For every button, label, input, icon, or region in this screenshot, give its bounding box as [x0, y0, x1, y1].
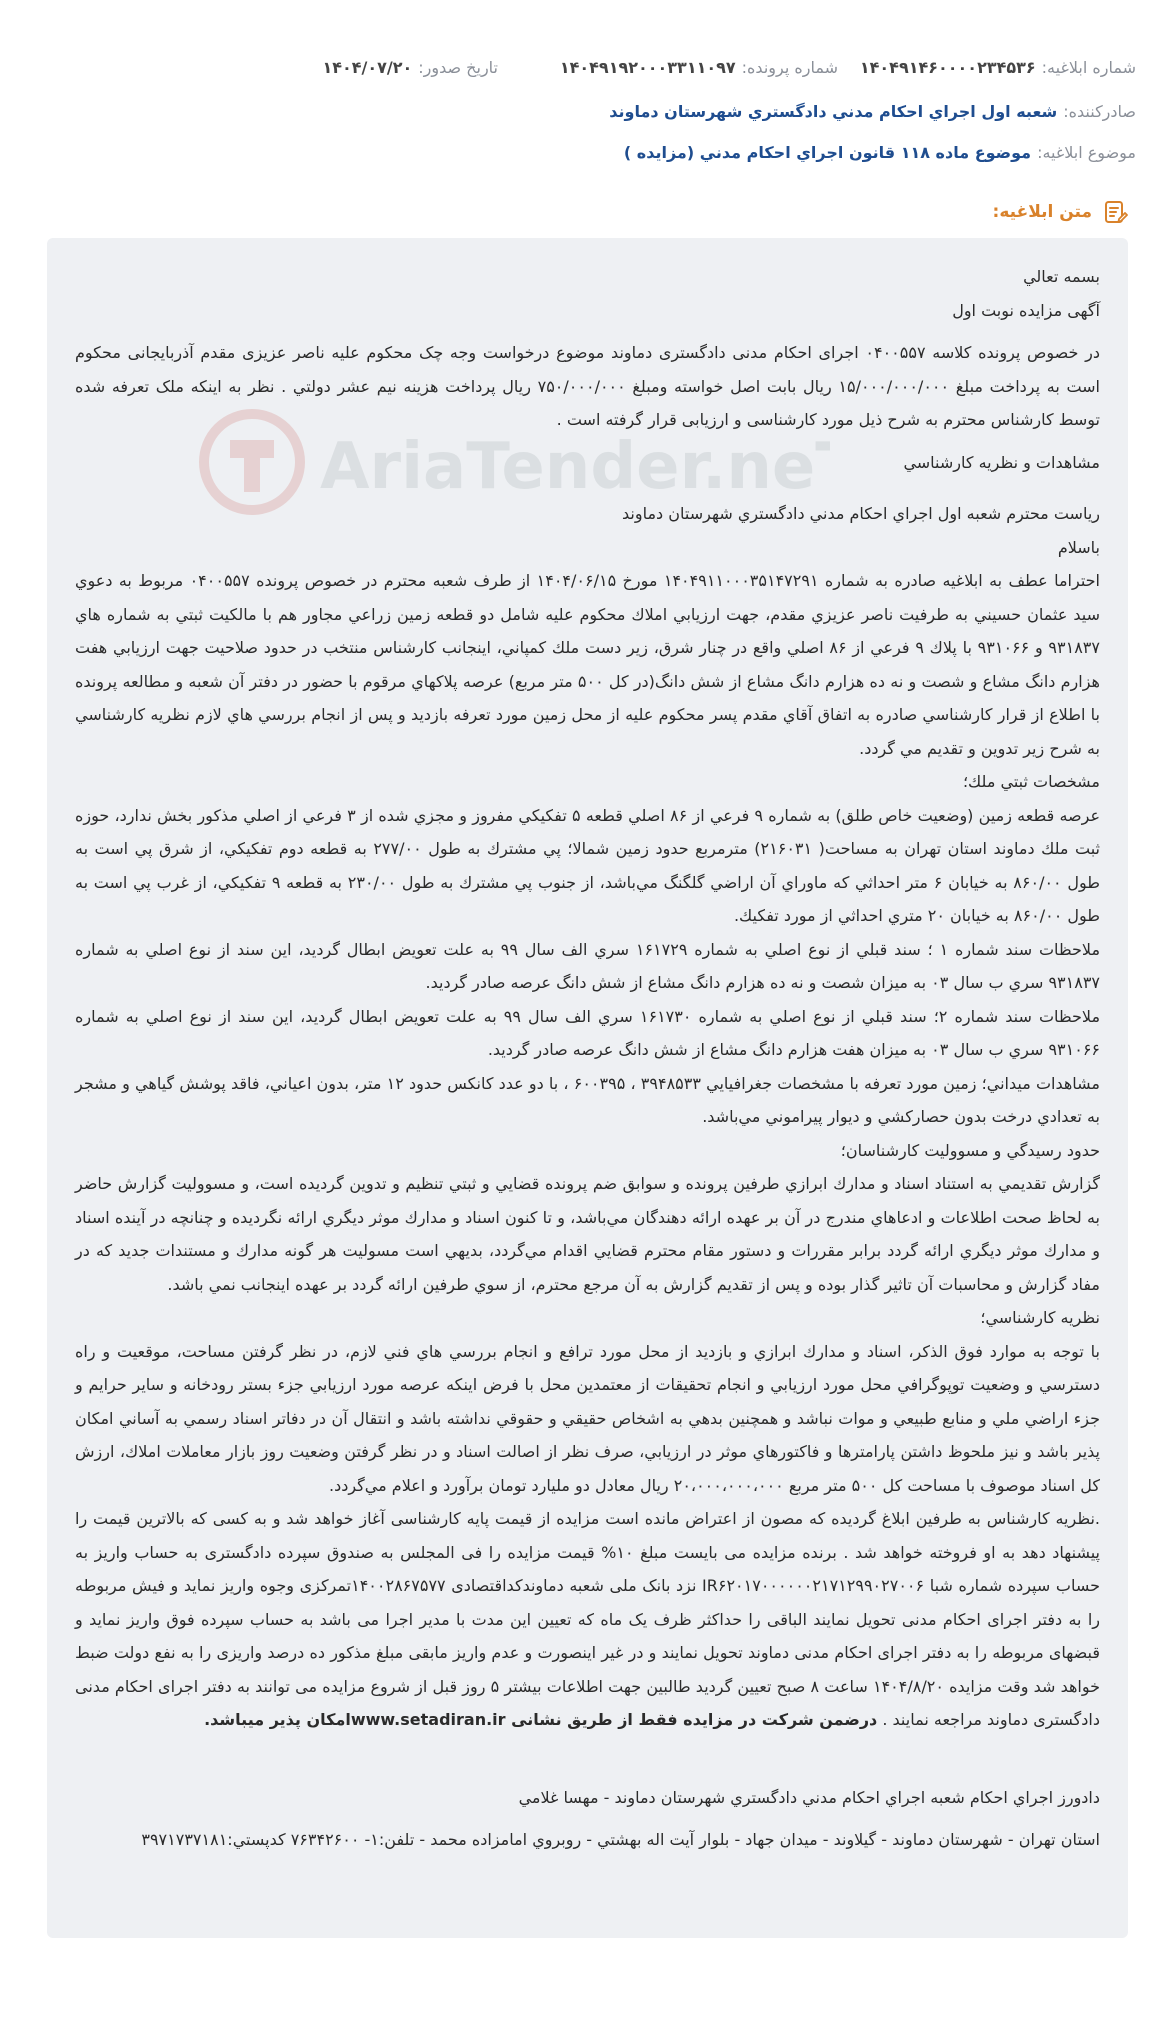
issuer-value: شعبه اول اجراي احكام مدني دادگستري شهرستان دماوند	[609, 101, 1058, 121]
subject-line	[60, 137, 1136, 167]
signatory-line: دادورز اجراي احكام شعبه اجراي احكام مدني دادگستري شهرستان دماوند - مهسا غلامي	[518, 1787, 1100, 1807]
notice-number	[856, 58, 1136, 77]
scope-paragraph: گزارش تقديمي به استناد اسناد و مدارك ابرازي طرفين پرونده و سوابق ضم پرونده قضايي و ثبتي تنظيم و تدوين گرديده است، و مسووليت گزارش حاضر به لحاظ صحت اطلاعات و ادعاهاي مندرج در آن بر عهده ارائه دهندگان مي‌باشد، و تا كنون اسناد و مدارك موثر ديگري ارائه نگرديده و چنانچه در آينده اسناد و مدارك موثر ديگري ارائه گردد برابر مقررات و دستور مقام محترم قضايي اقدام مي‌گردد، بديهي است مسوليت هر گونه مدارك و مستندات جديد كه در مفاد گزارش و محاسبات آن تاثير گذار بوده و پس از تقديم گزارش به آن مرجع محترم، از سوي طرفين ارائه گردد بر عهده اينجانب نمي باشد.	[75, 1174, 1100, 1294]
greeting-line: باسلام	[1057, 537, 1100, 557]
observations-heading: مشاهدات و نظريه كارشناسي	[903, 452, 1100, 472]
notice-number-value: ۱۴۰۴۹۱۴۶۰۰۰۰۲۳۴۵۳۶	[859, 57, 1036, 77]
case-number	[498, 58, 838, 77]
issue-date-value: ۱۴۰۴/۰۷/۲۰	[322, 57, 413, 77]
case-number-value: ۱۴۰۴۹۱۹۲۰۰۰۳۳۱۱۰۹۷	[559, 57, 736, 77]
setadiran-notice: درضمن شرکت در مزایده فقط از طریق نشانی www.setadiran.irامکان پذیر میباشد.	[204, 1710, 878, 1729]
case-intro-paragraph: در خصوص پرونده کلاسه ۰۴۰۰۵۵۷ اجرای احکام مدنی دادگستری دماوند موضوع درخواست وجه چک محکوم علیه ناصر عزیزی مقدم آذربایجانی محکوم است به پرداخت مبلغ ۱۵/۰۰۰/۰۰۰/۰۰۰ ریال بابت اصل خواسته ومبلغ ۷۵۰/۰۰۰/۰۰۰ ریال پرداخت هزینه نیم عشر دولتي . نظر به اینکه ملک تعرفه شده توسط کارشناس محترم به شرح ذیل مورد کارشناسی و ارزیابی قرار گرفته است .	[75, 343, 1101, 429]
subject-value: موضوع ماده ۱۱۸ قانون اجراي احكام مدني (مزايده )	[623, 142, 1032, 162]
basmala-line: بسمه تعالي	[1023, 267, 1100, 286]
registration-paragraph: عرصه قطعه زمين (وضعيت خاص طلق) به شماره ۹ فرعي از ۸۶ اصلي قطعه ۵ تفكيكي مفروز و مجزي شده از ۳ فرعي از اصلي مذكور بخش ندارد، حوزه ثبت ملك دماوند استان تهران به مساحت( ۲۱۶۰۳۱) مترمربع حدود زمين شمالا؛ پي مشترك به طول ۲۷۷/۰۰ به قطعه دوم تفكيكي، از شرق پي است به طول ۸۶۰/۰۰ به خيابان ۶ متر احداثي كه ماوراي آن اراضي گلگنگ مي‌باشد، از جنوب پي مشترك به طول ۲۳۰/۰۰ به قطعه ۹ تفكيكي، از غرب پي است به طول ۸۶۰/۰۰ به خيابان ۲۰ متري احداثي از مورد تفكيك.	[75, 805, 1101, 925]
address-line: استان تهران - شهرستان دماوند - گيلاوند - ميدان جهاد - بلوار آيت اله بهشتي - روبروي امامزاده محمد - تلفن:۱- ۷۶۳۴۲۶۰۰ كدپستي:۳۹۷۱۷۳۷۱۸۱	[141, 1830, 1100, 1849]
notice-meta-row	[60, 52, 1136, 82]
issuer-label: صادركننده:	[1063, 101, 1136, 121]
opinion-paragraph: با توجه به موارد فوق الذكر، اسناد و مدارك ابرازي و بازديد از محل مورد ترافع و انجام بررسي هاي فني لازم، در نظر گرفتن مساحت، موقعيت و راه دسترسي و وضعيت توپوگرافي محل مورد ارزيابي و انجام تحقيقات از معتمدين محل با فرض اينكه عرصه مورد ارزيابي جزء بستر رودخانه و ساير حرايم و جزء اراضي ملي و منابع طبيعي و موات نباشد و همچنين بدهي به اشخاص حقيقي و حقوقي نداشته باشد و انتقال آن در دفاتر اسناد رسمي به آساني امكان پذير باشد و نيز ملحوظ داشتن پارامترها و فاكتورهاي موثر در ارزيابي، صرف نظر از اصالت اسناد و در نظر گرفتن وضعيت روز بازار معاملات املاك، ارزش كل اسناد موصوف با مساحت كل ۵۰۰ متر مربع ۲۰،۰۰۰،۰۰۰،۰۰۰ ريال معادل دو مليارد تومان برآورد و اعلام مي‌گردد.	[75, 1341, 1100, 1495]
notice-content-box	[47, 238, 1128, 1938]
issue-date	[60, 58, 498, 77]
auction-terms-text: .نظریه کارشناس به طرفین ابلاغ گردیده که مصون از اعتراض مانده است مزایده از قیمت پایه کارشناسی آغاز خواهد شد و به کسی که بالاترین قیمت را پیشنهاد دهد به او فروخته خواهد شد . برنده مزایده می بایست مبلغ ۱۰% قیمت مزایده را فی المجلس به صندوق سپرده دادگستری به حساب واریز به حساب سپرده شماره شبا IR۶۲۰۱۷۰۰۰۰۰۰۲۱۷۱۲۹۹۰۲۷۰۰۶ نزد بانک ملی شعبه دماوندکداقتصادی ۱۴۰۰۲۸۶۷۵۷۷تمرکزی وجوه واریز نماید و فیش مربوطه را به دفتر اجرای احکام مدنی تحویل نمایند الباقی را حداکثر ظرف یک ماه که تعیین این مدت با مدیر اجرا می باشد به حساب سپرده فوق واریز نماید و قبضهای مربوطه را به دفتر اجرای احکام مدنی دماوند تحویل نمایند و در غیر اینصورت و عدم واریز مابقی مبلغ مذکور ده درصد واریزی را به نفع دولت ضبط خواهد شد وقت مزایده ۱۴۰۴/۸/۲۰ ساعت ۸ صبح تعیین گردید طالبین جهت اطلاعات بیشتر ۵ روز قبل از شروع مزایده می توانند به دفتر اجرای احکام مدنی دادگستری دماوند مراجعه نمایند .	[75, 1509, 1101, 1729]
addressee-line: رياست محترم شعبه اول اجراي احكام مدني دادگستري شهرستان دماوند	[622, 504, 1100, 523]
document-edit-icon	[1102, 199, 1128, 225]
opinion-heading: نظريه كارشناسي؛	[980, 1308, 1100, 1327]
notice-number-label: شماره ابلاغيه:	[1041, 57, 1136, 77]
expert-intro-paragraph: احتراما عطف به ابلاغيه صادره به شماره ۱۴۰۴۹۱۱۰۰۰۳۵۱۴۷۲۹۱ مورخ ۱۴۰۴/۰۶/۱۵ از طرف شعبه محترم در خصوص پرونده ۰۴۰۰۵۵۷ مربوط به دعوي سيد عثمان حسيني به طرفيت ناصر عزيزي مقدم، جهت ارزيابي املاك محكوم عليه شامل دو قطعه زمين زراعي مجاور هم با مالكيت ثبتي به شماره هاي ۹۳۱۸۳۷ و ۹۳۱۰۶۶ با پلاك ۹ فرعي از ۸۶ اصلي واقع در چنار شرق، زير دست ملك كمپاني، اينجانب كارشناس منتخب در حدود صلاحيت جهت ارزيابي هفت هزارم دانگ مشاع و شصت و نه ده هزارم دانگ مشاع از شش دانگ(در كل ۵۰۰ متر مربع) عرصه پلاكهاي مرقوم با حضور در دفتر آن شعبه و مطالعه پرونده با اطلاع از قرار كارشناسي صادره به اتفاق آقاي مقدم پسر محكوم عليه از محل زمين مورد تعرفه بازديد و پس از انجام بررسي هاي لازم نظريه كارشناسي به شرح زير تدوين و تقديم مي گردد.	[75, 571, 1100, 758]
issuer-line	[60, 96, 1136, 126]
subject-label: موضوع ابلاغيه:	[1037, 142, 1136, 162]
scope-heading: حدود رسيدگي و مسووليت كارشناسان؛	[840, 1140, 1100, 1160]
field-observations: مشاهدات ميداني؛ زمين مورد تعرفه با مشخصات جغرافيايي ۳۹۴۸۵۳۳ ، ۶۰۰۳۹۵ ، با دو عدد كانكس حدود ۱۲ متر، بدون اعياني، فاقد پوشش گياهي و مشجر به تعدادي درخت بدون حصاركشي و ديوار پيراموني مي‌باشد.	[75, 1073, 1101, 1126]
auction-terms-paragraph	[75, 1502, 1100, 1737]
registration-heading: مشخصات ثبتي ملك؛	[962, 772, 1100, 791]
auction-heading: آگهی مزایده نوبت اول	[952, 300, 1100, 320]
deed-2-notes: ملاحظات سند شماره ۲؛ سند قبلي از نوع اصلي به شماره ۱۶۱۷۳۰ سري الف سال ۹۹ به علت تعويض ابطال گرديد، اين سند از نوع اصلي به شماره ۹۳۱۰۶۶ سري ب سال ۰۳ به ميزان هفت هزارم دانگ مشاع از شش دانگ عرصه صادر گرديد.	[75, 1006, 1101, 1059]
deed-1-notes: ملاحظات سند شماره ۱ ؛ سند قبلي از نوع اصلي به شماره ۱۶۱۷۲۹ سري الف سال ۹۹ به علت تعويض ابطال گرديد، اين سند از نوع اصلي به شماره ۹۳۱۸۳۷ سري ب سال ۰۳ به ميزان شصت و نه ده هزارم دانگ مشاع از شش دانگ عرصه صادر گرديد.	[75, 939, 1101, 992]
notice-text-header	[993, 196, 1128, 228]
issue-date-label: تاريخ صدور:	[418, 57, 498, 77]
notice-text-title: متن ابلاغيه:	[992, 202, 1092, 222]
case-number-label: شماره پرونده:	[741, 57, 838, 77]
